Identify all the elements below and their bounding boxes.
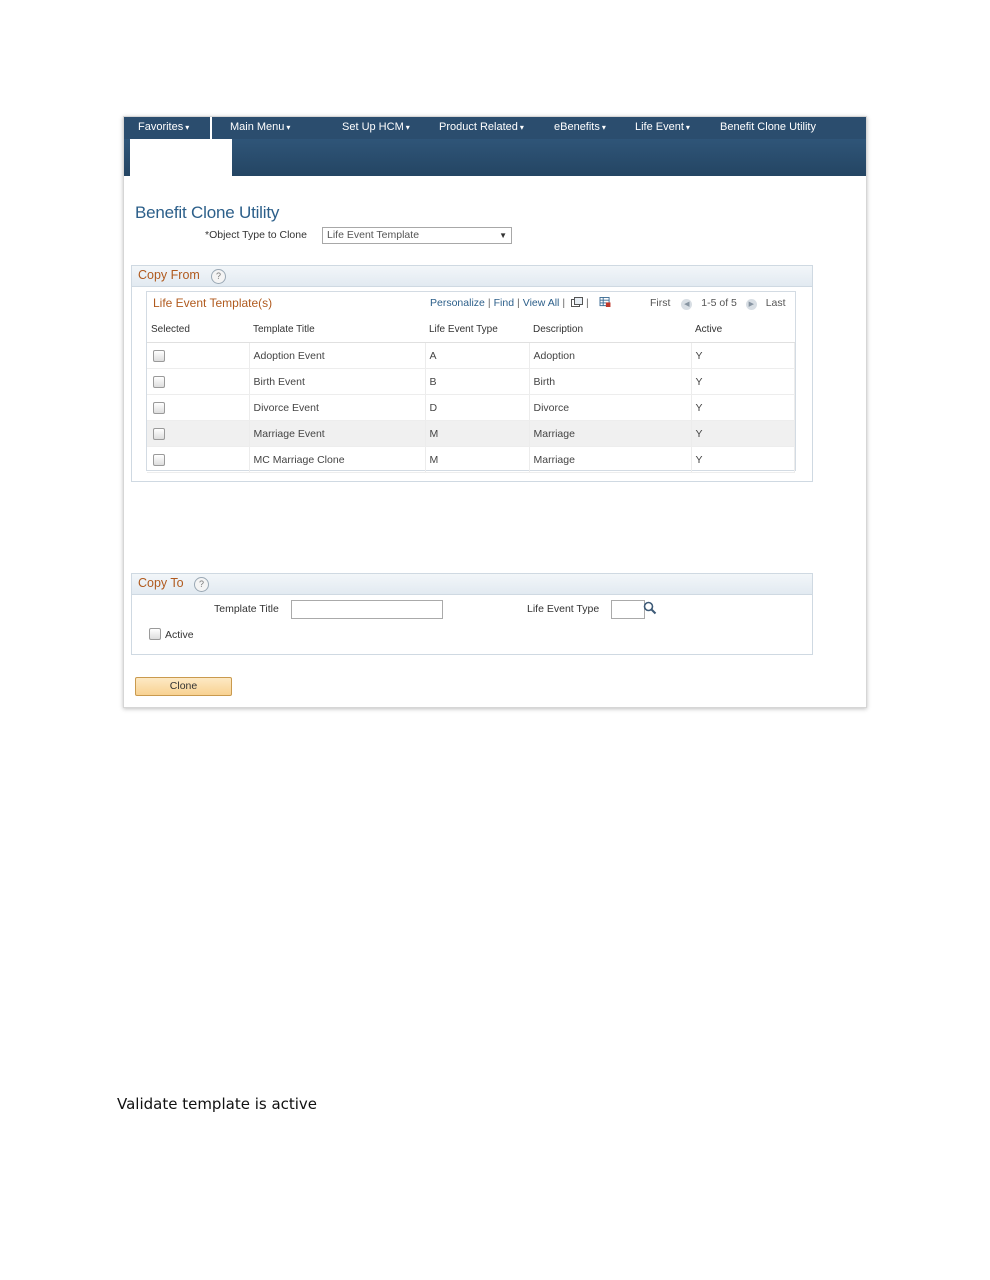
selected-cell (147, 395, 249, 421)
separator: | (562, 297, 566, 309)
copy-to-title: Copy To (138, 576, 184, 590)
description-cell: Marriage (529, 447, 691, 473)
life-event-templates-grid (146, 291, 796, 471)
description-cell: Divorce (529, 395, 691, 421)
nav-divider (210, 117, 212, 139)
nav-ebenefits-label: eBenefits (554, 121, 600, 133)
table-header-row (147, 316, 795, 343)
column-header-template-title: Template Title (249, 316, 425, 343)
template-title-cell: Adoption Event (249, 343, 425, 369)
description-cell: Birth (529, 369, 691, 395)
copy-to-header (132, 574, 812, 595)
table-row (147, 343, 795, 369)
nav-benefit-clone-utility[interactable] (720, 117, 816, 139)
zoom-grid-icon[interactable] (571, 297, 583, 307)
description-cell: Adoption (529, 343, 691, 369)
nav-product-related-label: Product Related (439, 121, 518, 133)
templates-table (147, 316, 795, 473)
row-range: 1-5 of 5 (701, 297, 737, 309)
row-select-checkbox[interactable] (153, 350, 165, 362)
object-type-label: *Object Type to Clone (205, 229, 307, 241)
nav-favorites-label: Favorites (138, 121, 184, 133)
nav-main-menu[interactable] (230, 117, 290, 139)
column-header-active: Active (691, 316, 795, 343)
template-title-input[interactable] (291, 600, 443, 619)
nav-benefit-clone-utility-label: Benefit Clone Utility (720, 121, 816, 133)
life-event-type-cell: A (425, 343, 529, 369)
life-event-type-cell: D (425, 395, 529, 421)
nav-product-related[interactable] (439, 117, 524, 139)
copy-to-section (131, 573, 813, 655)
search-icon[interactable] (643, 601, 657, 615)
life-event-type-cell: M (425, 421, 529, 447)
chevron-down-icon: ▾ (405, 123, 410, 132)
table-row (147, 447, 795, 473)
template-title-cell: Marriage Event (249, 421, 425, 447)
object-type-select[interactable] (322, 227, 512, 244)
active-cell: Y (691, 369, 795, 395)
active-cell: Y (691, 421, 795, 447)
top-nav-bar (124, 117, 866, 140)
previous-arrow-icon[interactable]: ◀ (681, 299, 692, 310)
selected-cell (147, 447, 249, 473)
column-header-life-event-type: Life Event Type (425, 316, 529, 343)
chevron-down-icon: ▾ (685, 123, 690, 132)
object-type-value: Life Event Template (327, 229, 420, 241)
nav-main-menu-label: Main Menu (230, 121, 285, 133)
download-grid-icon[interactable] (599, 297, 611, 307)
grid-links (430, 297, 611, 309)
table-row (147, 421, 795, 447)
life-event-type-label: Life Event Type (527, 603, 600, 615)
nav-life-event[interactable] (635, 117, 690, 139)
column-header-description: Description (529, 316, 691, 343)
selected-cell (147, 421, 249, 447)
active-cell: Y (691, 395, 795, 421)
table-row (147, 369, 795, 395)
personalize-link[interactable]: Personalize (430, 297, 485, 309)
life-event-type-input[interactable] (611, 600, 645, 619)
application-window (123, 116, 867, 708)
document-caption: Validate template is active (117, 1095, 318, 1113)
row-select-checkbox[interactable] (153, 376, 165, 388)
copy-from-title: Copy From (138, 268, 200, 282)
description-cell: Marriage (529, 421, 691, 447)
find-link[interactable]: Find (493, 297, 515, 309)
chevron-down-icon: ▾ (286, 123, 291, 132)
grid-title: Life Event Template(s) (153, 296, 273, 310)
chevron-down-icon: ▾ (519, 123, 524, 132)
template-title-cell: Birth Event (249, 369, 425, 395)
nav-favorites[interactable] (138, 117, 189, 139)
nav-set-up-hcm-label: Set Up HCM (342, 121, 404, 133)
template-title-cell: Divorce Event (249, 395, 425, 421)
chevron-down-icon: ▾ (185, 123, 190, 132)
life-event-type-cell: M (425, 447, 529, 473)
column-header-selected: Selected (147, 316, 249, 343)
active-label: Active (165, 629, 194, 641)
next-arrow-icon[interactable]: ▶ (746, 299, 757, 310)
view-all-link[interactable]: View All (522, 297, 560, 309)
last-link[interactable]: Last (765, 297, 786, 309)
active-cell: Y (691, 343, 795, 369)
first-link[interactable]: First (650, 297, 671, 309)
separator: | (517, 297, 520, 309)
row-select-checkbox[interactable] (153, 428, 165, 440)
row-select-checkbox[interactable] (153, 454, 165, 466)
banner-tab (130, 139, 232, 177)
template-title-cell: MC Marriage Clone (249, 447, 425, 473)
selected-cell (147, 343, 249, 369)
separator: | (586, 297, 589, 309)
life-event-type-cell: B (425, 369, 529, 395)
template-title-label: Template Title (214, 603, 279, 615)
table-row (147, 395, 795, 421)
dropdown-arrow-icon: ▼ (499, 231, 507, 240)
grid-pagination (650, 297, 786, 310)
row-select-checkbox[interactable] (153, 402, 165, 414)
nav-set-up-hcm[interactable] (342, 117, 410, 139)
copy-from-header (132, 266, 812, 287)
selected-cell (147, 369, 249, 395)
help-icon[interactable]: ? (211, 269, 226, 284)
copy-from-section (131, 265, 813, 482)
header-banner (124, 139, 866, 176)
active-cell: Y (691, 447, 795, 473)
nav-ebenefits[interactable] (554, 117, 606, 139)
chevron-down-icon: ▾ (601, 123, 606, 132)
page-title: Benefit Clone Utility (135, 203, 280, 222)
nav-life-event-label: Life Event (635, 121, 684, 133)
active-checkbox[interactable] (149, 628, 161, 640)
clone-button[interactable]: Clone (135, 677, 232, 696)
help-icon[interactable]: ? (194, 577, 209, 592)
separator: | (487, 297, 491, 309)
